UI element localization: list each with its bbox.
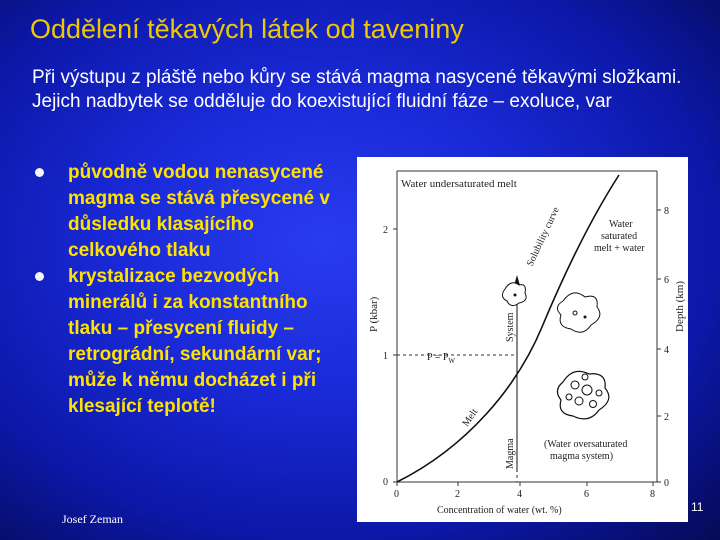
y-left-axis-label: P (kbar) xyxy=(368,296,380,332)
p-equals-label: $P = P_W$ xyxy=(427,352,456,365)
bullet-item-1 xyxy=(32,160,352,264)
bottom-ticks xyxy=(394,482,655,500)
solubility-curve-label: Solubility curve xyxy=(524,205,562,269)
magma-blob-small-icon xyxy=(502,283,526,306)
oversaturated-label: magma system) xyxy=(550,451,614,462)
bullet-dot-icon xyxy=(35,168,44,177)
y-left-tick-label: 2 xyxy=(383,225,388,236)
slide-title: Oddělení těkavých látek od taveniny xyxy=(30,14,464,44)
right-ticks xyxy=(657,206,669,489)
bullet-list xyxy=(32,160,352,420)
author-name: Josef Zeman xyxy=(62,512,123,526)
water-solubility-diagram xyxy=(357,157,688,522)
saturated-label: saturated xyxy=(601,231,638,242)
left-ticks xyxy=(383,225,397,488)
melt-label: Melt xyxy=(460,406,481,429)
bullet-dot-icon xyxy=(35,272,44,281)
bullet-item-2 xyxy=(32,264,352,420)
magma-label: Magma xyxy=(505,438,516,469)
intro-paragraph: Při výstupu z pláště nebo kůry se stává magma nasycené těkavými složkami. Jejich nadbytek se odděluje do koexistující fluidní fáze – exoluce, var xyxy=(32,67,682,112)
y-right-tick-label: 4 xyxy=(664,345,669,356)
y-right-tick-label: 6 xyxy=(664,275,669,286)
x-tick-label: 4 xyxy=(517,489,522,500)
y-left-tick-label: 1 xyxy=(383,351,388,362)
y-right-tick-label: 2 xyxy=(664,412,669,423)
magma-blob-bubbly-icon xyxy=(557,371,608,419)
bullet-text: krystalizace bezvodých minerálů i za konstantního tlaku – přesycení fluidy – retrográdní, sekundární var; může k němu docházet i při klesající teplotě! xyxy=(68,266,322,417)
saturated-label: melt + water xyxy=(594,243,645,254)
oversaturated-label: (Water oversaturated xyxy=(544,439,628,450)
y-right-tick-label: 8 xyxy=(664,206,669,217)
undersaturated-label: Water undersaturated melt xyxy=(401,178,517,190)
y-right-axis-label: Depth (km) xyxy=(674,280,686,332)
x-tick-label: 6 xyxy=(584,489,589,500)
x-tick-label: 2 xyxy=(455,489,460,500)
page-number: 11 xyxy=(691,500,704,514)
y-left-tick-label: 0 xyxy=(383,477,388,488)
bullet-text: původně vodou nenasycené magma se stává přesycené v důsledku klasajícího celkového tlaku xyxy=(68,162,330,261)
magma-blob-medium-icon xyxy=(557,293,599,332)
system-label: System xyxy=(505,312,516,342)
x-tick-label: 0 xyxy=(394,489,399,500)
y-right-tick-label: 0 xyxy=(664,478,669,489)
x-tick-label: 8 xyxy=(650,489,655,500)
saturated-label: Water xyxy=(609,219,633,230)
x-axis-label: Concentration of water (wt. %) xyxy=(437,505,562,516)
